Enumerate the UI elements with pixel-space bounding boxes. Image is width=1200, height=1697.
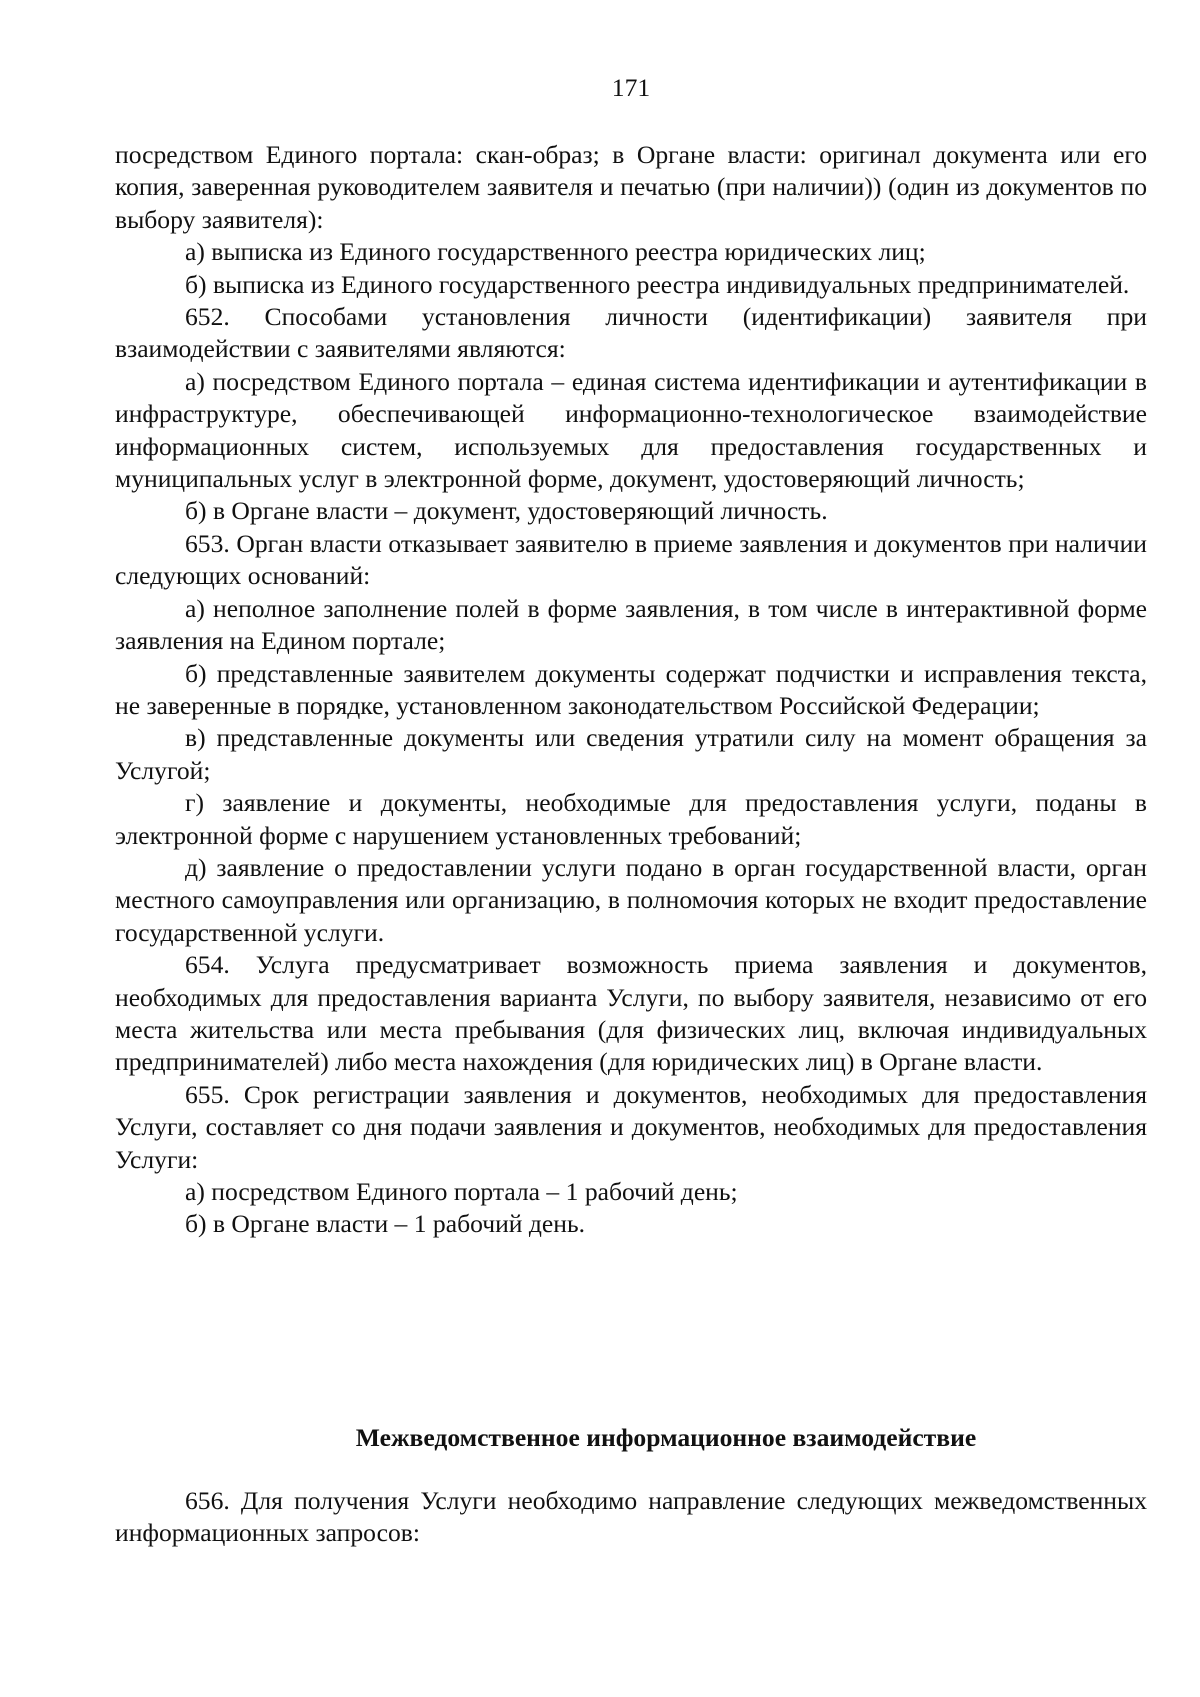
list-item-b: б) в Органе власти – документ, удостоверяющий личность. xyxy=(185,496,828,526)
list-item-a: а) посредством Единого портала – единая система идентификации и аутентификации в инфраструктуре, обеспечивающей информационно-технологическое взаимодействие информационных систем, используемых для предоставления государственных и муниципальных услуг в электронной форме, документ, удостоверяющий личность; xyxy=(115,366,1147,494)
list-item-g: г) заявление и документы, необходимые для предоставления услуги, поданы в электронной форме с нарушением установленных требований; xyxy=(115,788,1147,850)
section-heading: Межведомственное информационное взаимодействие xyxy=(355,1423,977,1452)
list-item-b: б) представленные заявителем документы содержат подчистки и исправления текста, не заверенные в порядке, установленном законодательством Российской Федерации; xyxy=(115,658,1147,720)
paragraph-continuation: посредством Единого портала: скан-образ; в Органе власти: оригинал документа или его копия, заверенная руководителем заявителя и печатью (при наличии)) (один из документов по выбору заявителя): xyxy=(115,140,1147,234)
document-body-continued xyxy=(115,1485,1147,1550)
page-number: 171 xyxy=(611,73,651,102)
paragraph-656: 656. Для получения Услуги необходимо направление следующих межведомственных информационных запросов: xyxy=(115,1486,1147,1548)
list-item-d: д) заявление о предоставлении услуги подано в орган государственной власти, орган местного самоуправления или организацию, в полномочия которых не входит предоставление государственной услуги. xyxy=(115,852,1147,947)
list-item-b: б) в Органе власти – 1 рабочий день. xyxy=(185,1209,586,1239)
list-item-a: а) посредством Единого портала – 1 рабочий день; xyxy=(185,1177,738,1206)
list-item-b: б) выписка из Единого государственного реестра индивидуальных предпринимателей. xyxy=(185,269,1130,299)
document-body xyxy=(115,139,1147,1241)
list-item-a: а) неполное заполнение полей в форме заявления, в том числе в интерактивной форме заявления на Едином портале; xyxy=(115,593,1147,656)
paragraph-653: 653. Орган власти отказывает заявителю в приеме заявления и документов при наличии следующих оснований: xyxy=(115,528,1147,591)
paragraph-654: 654. Услуга предусматривает возможность приема заявления и документов, необходимых для предоставления варианта Услуги, по выбору заявителя, независимо от его места жительства или места пребывания (для физических лиц, включая индивидуальных предпринимателей) либо места нахождения (для юридических лиц) в Органе власти. xyxy=(115,950,1147,1077)
list-item-a: а) выписка из Единого государственного реестра юридических лиц; xyxy=(185,237,926,267)
paragraph-652: 652. Способами установления личности (идентификации) заявителя при взаимодействии с заявителями являются: xyxy=(115,302,1147,364)
list-item-v: в) представленные документы или сведения утратили силу на момент обращения за Услугой; xyxy=(115,723,1147,785)
paragraph-655: 655. Срок регистрации заявления и документов, необходимых для предоставления Услуги, составляет со дня подачи заявления и документов, необходимых для предоставления Услуги: xyxy=(115,1079,1147,1174)
